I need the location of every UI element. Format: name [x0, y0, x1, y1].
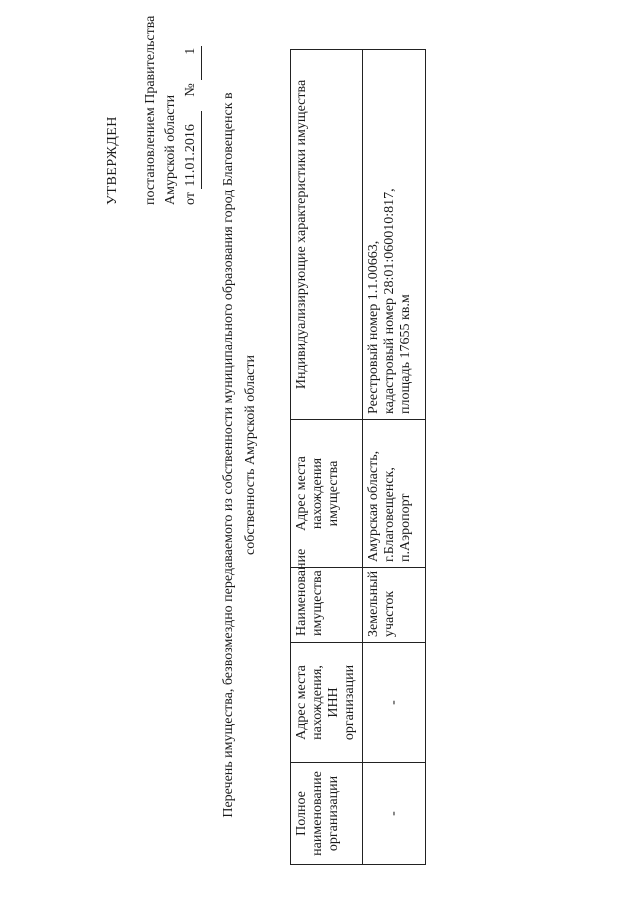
property-address-line-2: г.Благовещенск, — [382, 467, 397, 562]
property-address-line-3: п.Аэропорт — [398, 493, 413, 562]
heading-line-1: Перечень имущества, безвозмездно передаваемого из собственности муниципального образования город Благовещенск в — [221, 92, 236, 818]
characteristics-line-2: кадастровый номер 28:01:060010:817, — [382, 188, 397, 414]
header-property-name: Наименование имущества — [291, 568, 363, 643]
document-heading — [218, 60, 262, 850]
characteristics-line-3: площадь 17655 кв.м — [398, 294, 413, 414]
header-characteristics: Индивидуализирующие характеристики имущества — [291, 50, 363, 420]
approval-date: 11.01.2016 — [181, 111, 202, 189]
property-table — [290, 49, 426, 865]
header-property-address: Адрес места нахождения имущества — [291, 420, 363, 568]
header-org-name: Полное наименование организации — [291, 763, 363, 865]
property-address-line-1: Амурская область, — [366, 450, 381, 562]
cell-property-name: Земельный участок — [363, 568, 426, 643]
table-header-row — [291, 50, 363, 865]
approval-date-line — [181, 16, 202, 205]
cell-property-address — [363, 420, 426, 568]
cell-org-address: - — [363, 643, 426, 763]
heading-line-2: собственность Амурской области — [243, 354, 258, 556]
approval-number: 1 — [181, 46, 202, 80]
header-org-address: Адрес места нахождения, ИНН организации — [291, 643, 363, 763]
cell-org-name: - — [363, 763, 426, 865]
property-table-wrap — [290, 50, 426, 865]
approval-stamp — [103, 16, 202, 205]
approval-number-label: № — [183, 83, 198, 97]
approval-line-2: Амурской области — [163, 94, 178, 205]
table-row — [363, 50, 426, 865]
approval-title: УТВЕРЖДЕН — [105, 116, 120, 205]
approval-date-prefix: от — [183, 192, 198, 205]
cell-characteristics — [363, 50, 426, 420]
approval-line-1: постановлением Правительства — [143, 15, 158, 205]
characteristics-line-1: Реестровый номер 1.1.00663, — [366, 240, 381, 414]
